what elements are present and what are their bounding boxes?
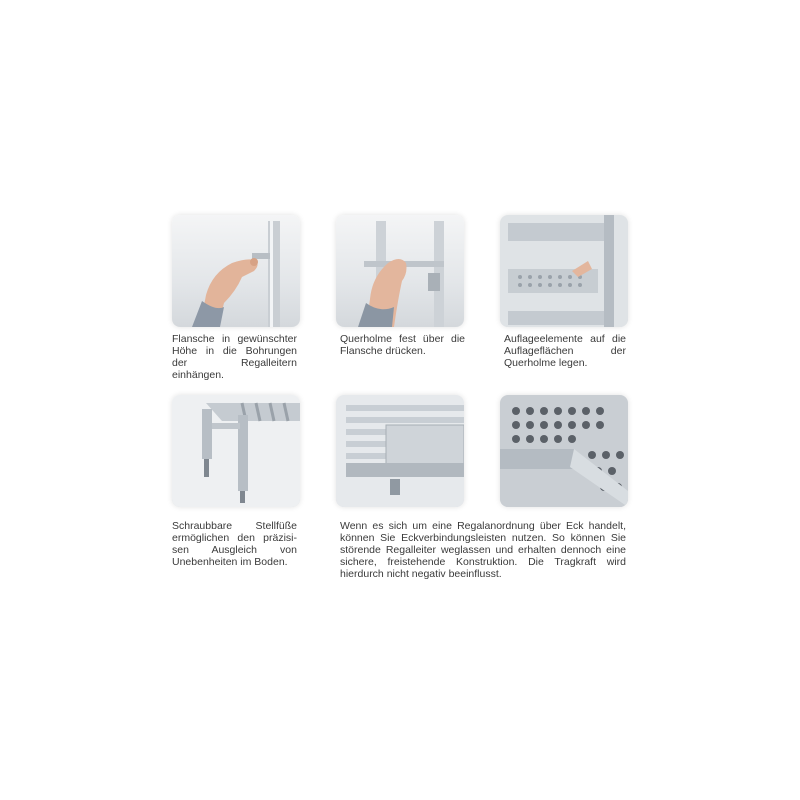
adjustable-feet-photo <box>172 395 300 507</box>
step-6-photo <box>500 395 628 507</box>
hand-hanging-flange-photo <box>172 215 300 327</box>
step-2-photo <box>336 215 464 327</box>
step-5-photo <box>336 395 464 507</box>
step-2-caption: Querholme fest über die Flansche drücken. <box>340 333 465 357</box>
hand-pressing-crossbar-photo <box>336 215 464 327</box>
corner-connector-photo <box>336 395 464 507</box>
step-1-photo <box>172 215 300 327</box>
step-1-caption: Flansche in gewünschter Höhe in die Bohrungen der Regalleitern einhängen. <box>172 333 297 381</box>
perforated-shelf-photo <box>500 395 628 507</box>
step-3-caption: Auflageelemente auf die Auflageflächen der Querholme legen. <box>504 333 626 369</box>
step-5-caption: Wenn es sich um eine Regalanordnung über Eck handelt, können Sie Eckverbindungsleisten nutzen. So können Sie störende Regalleiter weglassen und erhalten dennoch eine sichere, freistehende Konstruktion. Die Tragkraft wird hierdurch nicht negativ beeinflusst. <box>340 520 626 580</box>
step-4-caption: Schraubbare Stellfüße ermöglichen den präzisi-sen Ausgleich von Unebenheiten im Boden. <box>172 520 297 568</box>
placing-shelf-elements-photo <box>500 215 628 327</box>
step-3-photo <box>500 215 628 327</box>
step-4-photo <box>172 395 300 507</box>
